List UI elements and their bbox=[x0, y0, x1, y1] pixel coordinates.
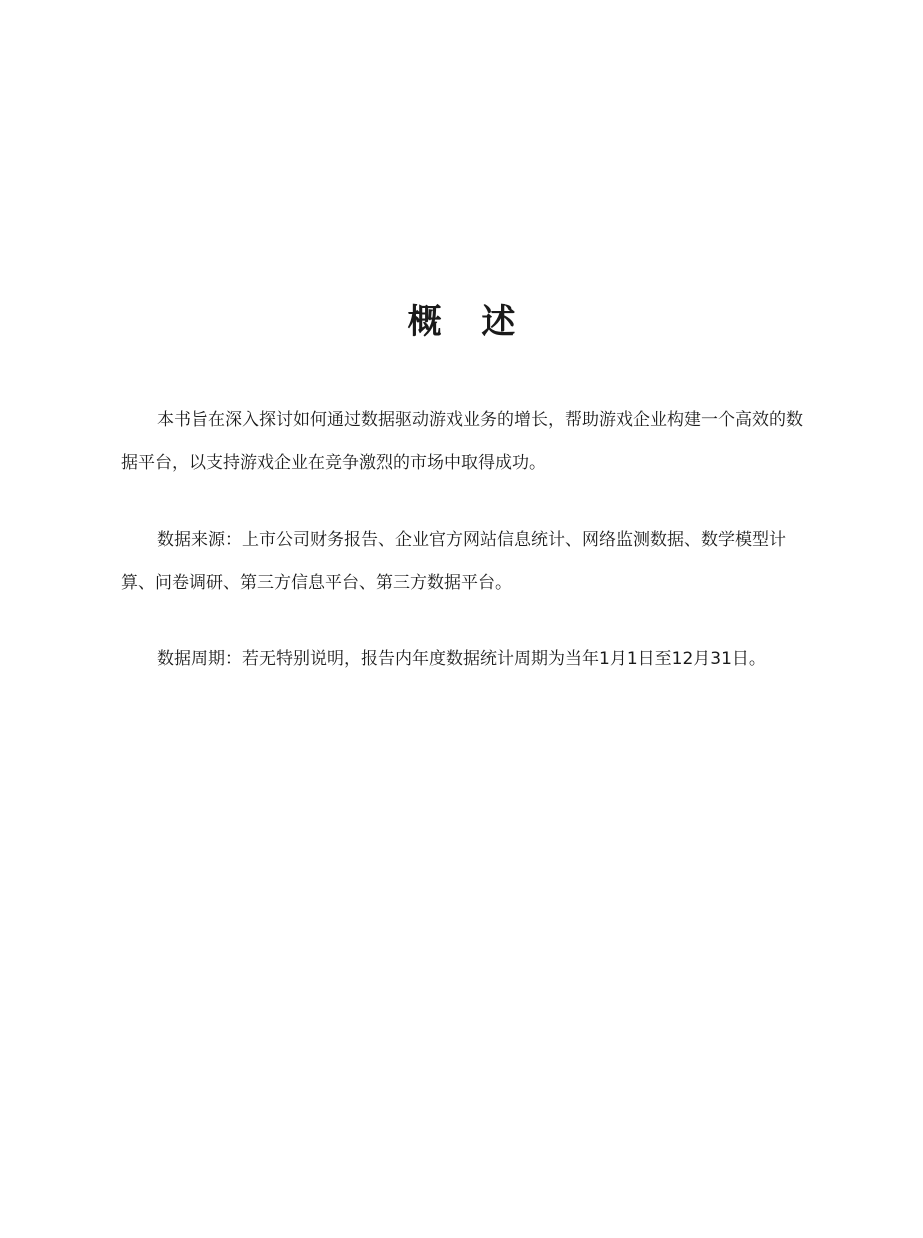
intro-paragraph-block bbox=[121, 399, 811, 485]
page-title: 概 述 bbox=[407, 302, 530, 342]
data-period-paragraph: 数据周期：若无特别说明，报告内年度数据统计周期为当年1月1日至12月31日。 bbox=[157, 649, 766, 669]
data-period-paragraph-block bbox=[121, 638, 811, 681]
data-source-paragraph: 数据来源：上市公司财务报告、企业官方网站信息统计、网络监测数据、数学模型计算、问卷调研、第三方信息平台、第三方数据平台。 bbox=[121, 530, 786, 593]
intro-paragraph: 本书旨在深入探讨如何通过数据驱动游戏业务的增长，帮助游戏企业构建一个高效的数据平台，以支持游戏企业在竞争激烈的市场中取得成功。 bbox=[121, 410, 803, 473]
data-source-paragraph-block bbox=[121, 519, 811, 605]
